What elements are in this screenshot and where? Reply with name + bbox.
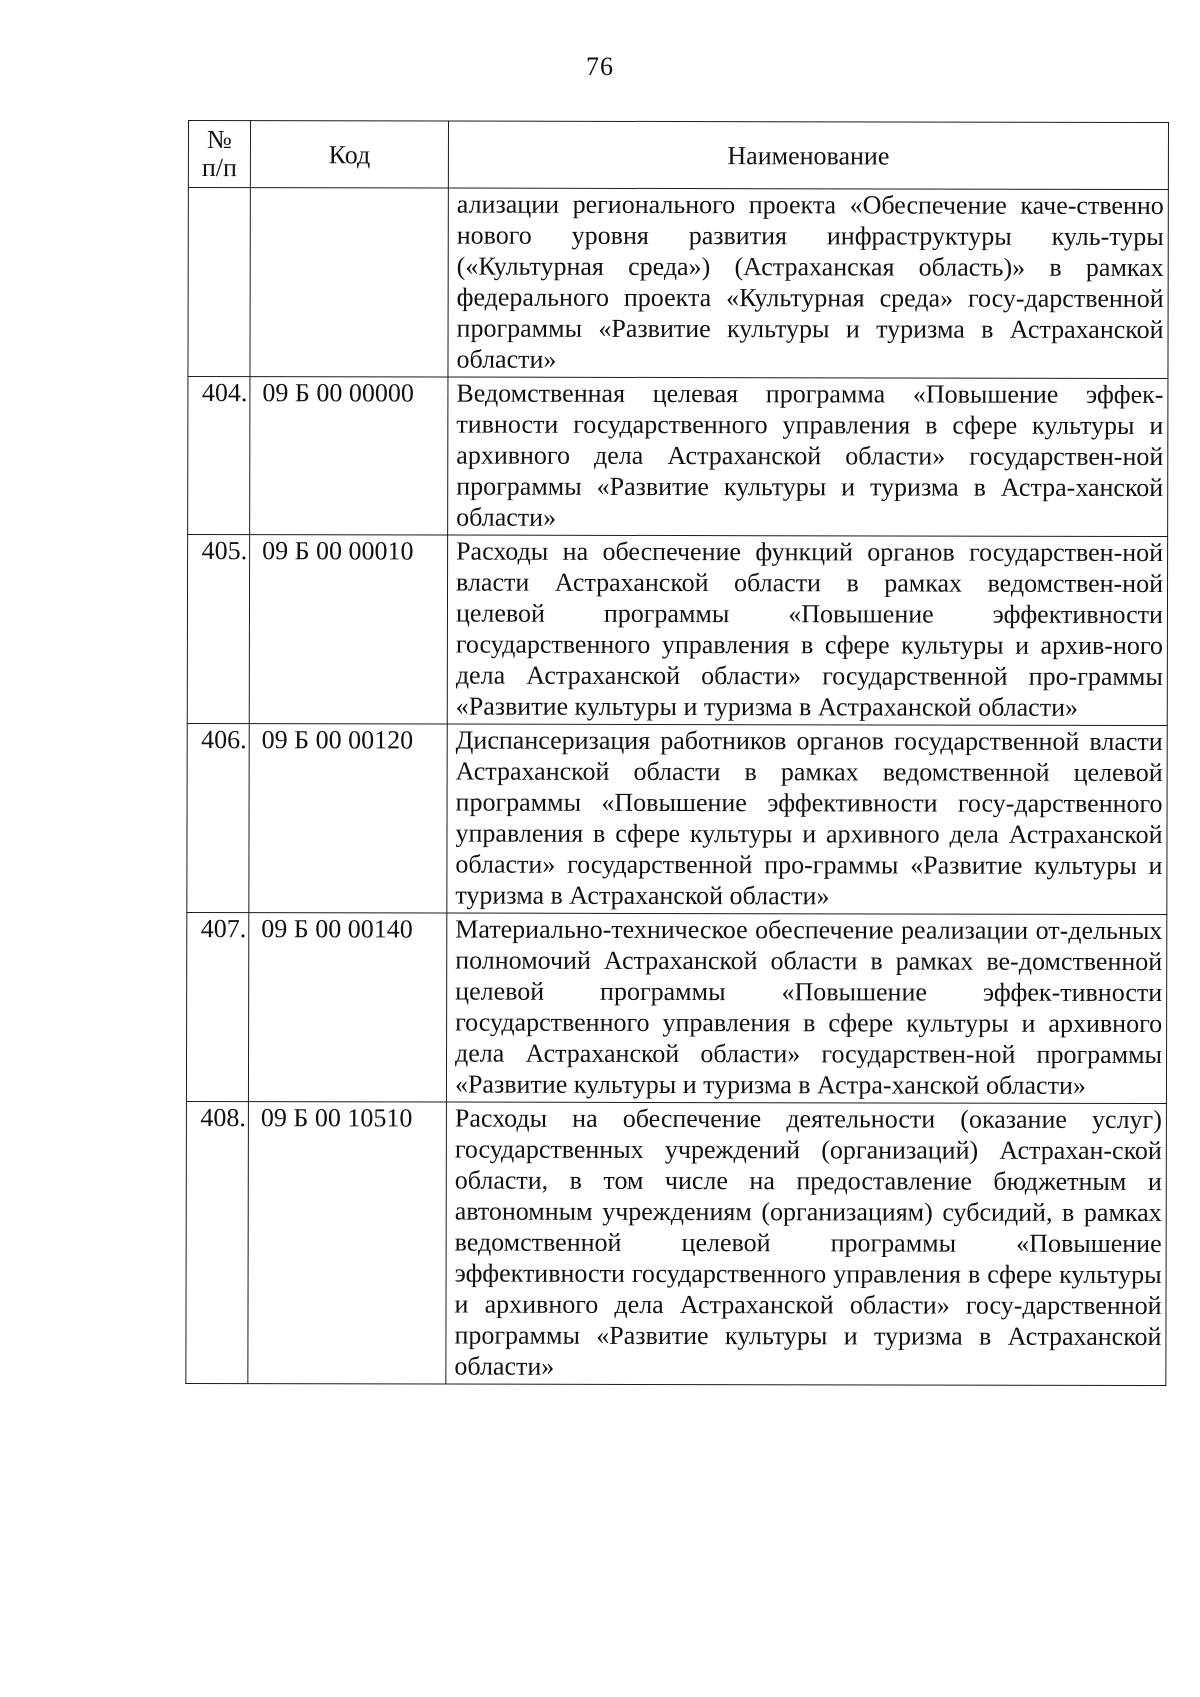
table-header bbox=[188, 121, 1168, 190]
row-code bbox=[250, 188, 448, 377]
table-body bbox=[186, 188, 1169, 1386]
row-number: 406. bbox=[187, 723, 249, 912]
table-row bbox=[187, 723, 1167, 914]
row-number: 405. bbox=[187, 535, 249, 724]
row-code: 09 Б 00 00010 bbox=[249, 535, 447, 724]
row-number bbox=[188, 188, 250, 377]
header-num-abbr: п/п bbox=[201, 153, 237, 183]
page-number: 76 bbox=[586, 52, 614, 81]
row-name: Ведомственная целевая программа «Повышение эффек-тивности государственного управления в сфере культуры и архивного дела Астраханской области» государствен-ной программы «Развитие культуры и туризма в Астра-ханской области» bbox=[448, 377, 1168, 537]
table-row bbox=[188, 377, 1168, 537]
table-row bbox=[186, 912, 1166, 1103]
table-row bbox=[187, 535, 1167, 726]
row-name: Расходы на обеспечение деятельности (оказание услуг) государственных учреждений (организаций) Астрахан-ской области, в том числе на предоставление бюджетным и автономным учреждениям (организациям) субсидий, в рамках ведомственной целевой программы «Повышение эффективности государственного управления в сфере культуры и архивного дела Астраханской области» госу-дарственной программы «Развитие культуры и туризма в Астраханской области» bbox=[446, 1102, 1167, 1386]
document-table bbox=[185, 120, 1169, 1386]
row-name: Материально-техническое обеспечение реализации от-дельных полномочий Астраханской области в рамках ве-домственной целевой программы «Повышение эффек-тивности государственного управления в сфере культуры и архивного дела Астраханской области» государствен-ной программы «Развитие культуры и туризма в Астра-ханской области» bbox=[446, 913, 1166, 1104]
header-code: Код bbox=[250, 121, 448, 188]
row-name: Расходы на обеспечение функций органов государствен-ной власти Астраханской области в рамках ведомствен-ной целевой программы «Повышение эффективности государственного управления в сфере культуры и архив-ного дела Астраханской области» государственной про-граммы «Развитие культуры и туризма в Астраханской области» bbox=[447, 535, 1167, 726]
table-row bbox=[186, 1101, 1167, 1385]
row-number: 404. bbox=[188, 377, 250, 535]
header-num bbox=[188, 121, 250, 188]
row-code: 09 Б 00 00120 bbox=[249, 724, 447, 913]
row-code: 09 Б 00 00140 bbox=[248, 913, 446, 1102]
header-row bbox=[188, 121, 1168, 190]
row-name: ализации регионального проекта «Обеспечение каче-ственно нового уровня развития инфраструктуры куль-туры («Культурная среда») (Астраханская область)» в рамках федерального проекта «Культурная среда» госу-дарственной программы «Развитие культуры и туризма в Астраханской области» bbox=[448, 188, 1168, 379]
row-number: 408. bbox=[186, 1101, 249, 1383]
row-code: 09 Б 00 00000 bbox=[250, 377, 448, 535]
row-code: 09 Б 00 10510 bbox=[248, 1102, 447, 1384]
header-name: Наименование bbox=[448, 121, 1168, 190]
row-number: 407. bbox=[186, 912, 248, 1101]
table-row bbox=[188, 188, 1168, 379]
row-name: Диспансеризация работников органов государственной власти Астраханской области в рамках ведомственной целевой программы «Повышение эффективности госу-дарственного управления в сфере культуры и архивного дела Астраханской области» государственной про-граммы «Развитие культуры и туризма в Астраханской области» bbox=[447, 724, 1167, 915]
header-num-symbol: № bbox=[207, 125, 232, 155]
